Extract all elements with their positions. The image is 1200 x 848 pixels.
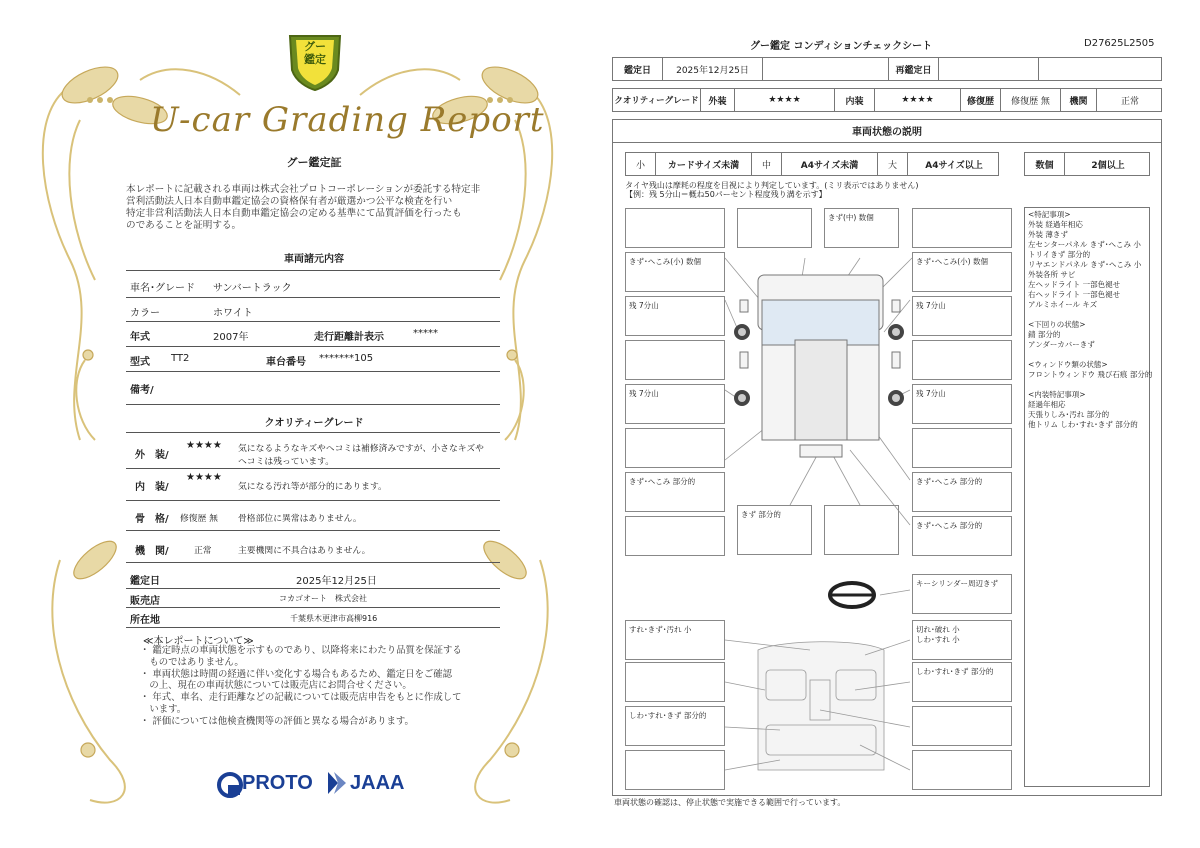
sheet-title: グー鑑定 コンディションチェックシート	[750, 41, 933, 52]
report-title: U-car Grading Report	[150, 100, 545, 140]
diagram-box	[824, 505, 899, 555]
diagram-box	[912, 516, 1012, 556]
diagram-box	[625, 252, 725, 292]
exterior-stars: ★★★★	[186, 440, 222, 451]
diagram-label: きず･へこみ 部分的	[916, 521, 983, 530]
diagram-box	[912, 662, 1012, 702]
size-large-desc: A4サイズ以上	[925, 160, 983, 171]
diagram-label: しわ･すれ･きず 部分的	[629, 711, 707, 720]
divider	[126, 346, 500, 347]
interior-text: 気になる汚れ等が部分的にあります。	[238, 482, 387, 492]
date-value: 2025年12月25日	[663, 58, 763, 80]
quality-heading: クオリティーグレード	[264, 418, 364, 429]
about-line: ものではありません。	[140, 656, 244, 668]
mileage-label: 走行距離計表示	[314, 332, 384, 343]
diagram-label: キーシリンダー周辺きず	[916, 579, 999, 588]
about-line: の上、現在の車両状態については販売店にお問合せください。	[140, 680, 412, 692]
note-line: 天張りしみ･汚れ 部分的	[1028, 410, 1110, 419]
explain-heading: 車両状態の説明	[612, 119, 1162, 143]
engine-label: 機関	[1061, 89, 1097, 111]
diagram-label: きず･へこみ(小) 数個	[916, 257, 988, 266]
interior-stars: ★★★★	[186, 472, 222, 483]
proto-logo-icon	[216, 771, 244, 799]
note-line: アンダーカバーきず	[1028, 340, 1095, 349]
exterior-label: 外装	[701, 89, 735, 111]
remarks-label: 備考/	[130, 385, 154, 396]
size-mid-desc: A4サイズ未満	[782, 153, 878, 175]
inspection-date-value: 2025年12月25日	[296, 576, 377, 587]
diagram-box	[625, 472, 725, 512]
shop-value: コカゴオート 株式会社	[279, 594, 367, 603]
divider	[126, 321, 500, 322]
car-name-value: サンバートラック	[213, 283, 292, 294]
tire-note-2: 【例：残 5分山＝概ね50パーセント程度残り溝を示す】	[625, 190, 827, 199]
diagram-box	[912, 428, 1012, 468]
diagram-label: しわ･すれ 小	[916, 635, 960, 644]
footer-note: 車両状態の確認は、停止状態で実施できる範囲で行っています。	[614, 798, 846, 807]
diagram-box	[912, 296, 1012, 336]
interior-label: 内 装/	[135, 482, 169, 493]
about-line: ・ 車両状態は時間の経過に伴い変化する場合もあるため、鑑定日をご確認	[140, 668, 452, 680]
diagram-box	[625, 428, 725, 468]
diagram-box	[912, 706, 1012, 746]
inspection-date-label: 鑑定日	[130, 576, 160, 587]
size-large: 大	[878, 153, 908, 175]
note-line: アルミホイール キズ	[1028, 300, 1098, 309]
car-name-label: 車名･グレード	[130, 283, 195, 294]
note-line: 右ヘッドライト 一部色褪せ	[1028, 290, 1121, 299]
date-label: 鑑定日	[613, 58, 663, 80]
color-label: カラー	[130, 308, 160, 319]
color-value: ホワイト	[213, 308, 253, 319]
diagram-label: 切れ･破れ 小	[916, 625, 960, 634]
intro-line: 特定非営利活動法人日本自動車鑑定協会の定める基準にて品質評価を行ったも	[126, 208, 462, 219]
size-small: 小	[626, 153, 656, 175]
frame-text: 骨格部位に異常はありません。	[238, 514, 362, 524]
note-line: 外装各所 サビ	[1028, 270, 1076, 279]
diagram-label: きず･へこみ 部分的	[916, 477, 983, 486]
about-line: います。	[140, 703, 187, 715]
divider	[126, 588, 500, 589]
divider	[126, 500, 500, 501]
frame-label: 骨 格/	[135, 514, 169, 525]
diagram-label: きず 部分的	[741, 510, 781, 519]
interior-stars: ★★★★	[875, 89, 961, 111]
divider	[126, 562, 500, 563]
diagram-label: きず･へこみ 部分的	[629, 477, 696, 486]
divider	[126, 607, 500, 608]
tire-note-1: タイヤ残山は摩耗の程度を目視により判定しています。(ミリ表示ではありません)	[625, 181, 919, 190]
exterior-text-1: 気になるようなキズやヘコミは補修済みですが、小さなキズや	[238, 444, 484, 454]
diagram-box	[625, 750, 725, 790]
note-line: <特記事項>	[1028, 210, 1071, 219]
mileage-value: *****	[413, 328, 438, 339]
year-label: 年式	[130, 332, 150, 343]
note-line: フロントウィンドウ 飛び石痕 部分的	[1028, 370, 1153, 379]
engine-label: 機 関/	[135, 546, 169, 557]
spec-heading: 車両諸元内容	[284, 254, 344, 265]
diagram-box	[625, 620, 725, 660]
exterior-label: 外 装/	[135, 450, 169, 461]
note-line: 他トリム しわ･すれ･きず 部分的	[1028, 420, 1138, 429]
note-line: 錆 部分的	[1028, 330, 1061, 339]
diagram-box	[625, 296, 725, 336]
proto-logo-text: PROTO	[242, 772, 313, 794]
divider	[126, 371, 500, 372]
note-line: <内装特記事項>	[1028, 390, 1086, 399]
jaaa-logo-text: JAAA	[350, 772, 405, 794]
diagram-label: しわ･すれ･きず 部分的	[916, 667, 994, 676]
diagram-label: きず･へこみ(小) 数個	[629, 257, 701, 266]
divider	[126, 404, 500, 405]
engine-value: 正常	[1120, 96, 1139, 107]
address-value: 千葉県木更津市高柳916	[290, 614, 378, 623]
diagram-label: すれ･きず･汚れ 小	[629, 625, 692, 634]
diagram-box	[912, 252, 1012, 292]
about-line: ・ 鑑定時点の車両状態を示すものであり、以降将来にわたり品質を保証する	[140, 645, 462, 656]
quality-label: クオリティーグレード	[613, 89, 701, 111]
diagram-box	[912, 472, 1012, 512]
shop-label: 販売店	[130, 596, 160, 607]
about-line: ・ 年式、車名、走行距離などの記載については販売店申告をもとに作成して	[140, 692, 462, 704]
diagram-label: 残 7分山	[916, 389, 946, 398]
about-heading: ≪本レポートについて≫	[143, 636, 254, 647]
diagram-box	[625, 662, 725, 702]
diagram-label: きず(中) 数個	[828, 213, 874, 222]
count-label: 数個	[1025, 153, 1065, 175]
spacer	[1028, 380, 1152, 390]
diagram-box	[625, 516, 725, 556]
diagram-box	[737, 208, 812, 248]
spacer	[1028, 310, 1152, 320]
diagram-box	[625, 208, 725, 248]
frame-value: 修復歴 無	[180, 514, 218, 524]
diagram-box	[625, 340, 725, 380]
divider	[126, 432, 500, 433]
count-desc: 2個以上	[1091, 160, 1125, 171]
note-line: トリイきず 部分的	[1028, 250, 1091, 259]
diagram-box	[912, 384, 1012, 424]
diagram-box	[912, 750, 1012, 790]
note-line: リヤエンドパネル きず･へこみ 小	[1028, 260, 1142, 269]
year-value: 2007年	[213, 332, 249, 343]
spacer	[1028, 350, 1152, 360]
intro-line: 営利活動法人日本自動車鑑定協会の資格保有者が厳選かつ公平な検査を行い	[126, 196, 453, 207]
intro-paragraph	[126, 184, 480, 232]
repair-value: 修復歴 無	[1001, 89, 1061, 111]
divider	[126, 297, 500, 298]
note-line: 左ヘッドライト 一部色褪せ	[1028, 280, 1121, 289]
size-mid: 中	[752, 153, 782, 175]
model-label: 型式	[130, 357, 150, 368]
repair-label: 修復歴	[961, 89, 1001, 111]
engine-value: 正常	[194, 546, 212, 556]
engine-text: 主要機関に不具合はありません。	[238, 546, 371, 556]
condition-check-sheet	[600, 0, 1200, 848]
diagram-box	[912, 620, 1012, 660]
size-small-desc: カードサイズ未満	[656, 153, 752, 175]
notes-panel	[1024, 207, 1153, 787]
reinspect-label: 再鑑定日	[889, 58, 939, 80]
chassis-label: 車台番号	[266, 357, 306, 368]
diagram-box	[625, 706, 725, 746]
divider	[126, 270, 500, 271]
divider	[126, 468, 500, 469]
divider	[126, 627, 500, 628]
interior-label: 内装	[835, 89, 875, 111]
about-line: ・ 評価については他検査機関等の評価と異なる場合があります。	[140, 715, 414, 727]
intro-line: 本レポートに記載される車両は株式会社プロトコーポレーションが委託する特定非	[126, 184, 481, 195]
note-line: <ウィンドウ類の状態>	[1028, 360, 1108, 369]
exterior-text-2: ヘコミは残っています。	[238, 457, 335, 467]
address-label: 所在地	[130, 615, 160, 626]
divider	[126, 530, 500, 531]
diagram-box	[824, 208, 899, 248]
diagram-box	[912, 574, 1012, 614]
certificate-title: グー鑑定証	[286, 156, 342, 169]
badge-text: グー 鑑定	[304, 40, 326, 66]
note-line: 左センターパネル きず･へこみ 小	[1028, 240, 1141, 249]
diagram-box	[912, 208, 1012, 248]
diagram-label: 残 7分山	[916, 301, 946, 310]
note-line: 外装 経過年相応	[1028, 220, 1083, 229]
intro-line: のであることを証明する。	[126, 220, 242, 231]
diagram-box	[912, 340, 1012, 380]
notes-list	[1028, 210, 1152, 430]
exterior-stars: ★★★★	[735, 89, 835, 111]
diagram-label: 残 7分山	[629, 389, 659, 398]
about-list	[140, 645, 462, 728]
model-value: TT2	[171, 353, 190, 364]
chassis-value: *******105	[319, 353, 374, 364]
note-line: 経過年相応	[1028, 400, 1066, 409]
doc-id: D27625L2505	[1084, 38, 1155, 49]
jaaa-logo-icon	[326, 768, 348, 798]
diagram-box	[625, 384, 725, 424]
note-line: 外装 薄きず	[1028, 230, 1068, 239]
diagram-box	[737, 505, 812, 555]
note-line: <下回りの状態>	[1028, 320, 1086, 329]
diagram-label: 残 7分山	[629, 301, 659, 310]
